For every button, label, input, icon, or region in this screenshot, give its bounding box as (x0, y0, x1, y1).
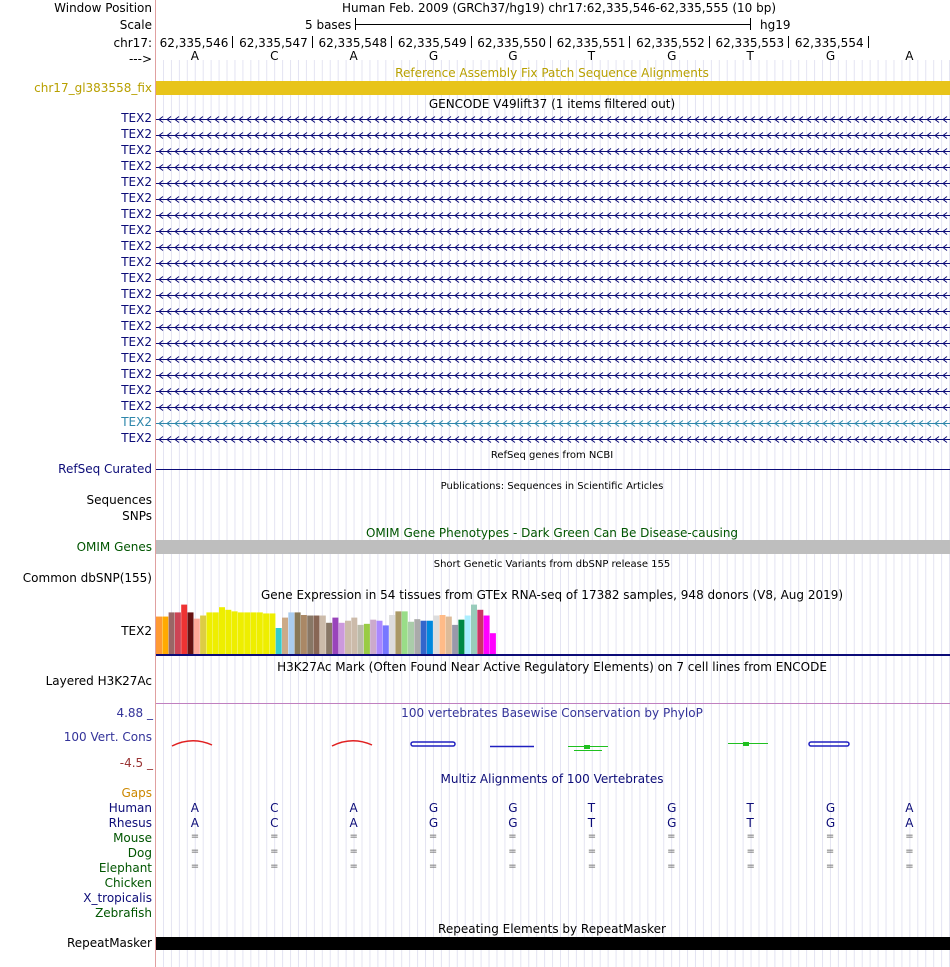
multiz-rhesus-base: C (270, 816, 279, 830)
gtex-tissue-bar[interactable] (471, 605, 477, 654)
multiz-rhesus-base: T (587, 816, 596, 830)
gtex-tissue-bar[interactable] (408, 622, 414, 654)
multiz-human-base: T (746, 801, 754, 815)
multiz-match-glyph: = (746, 831, 755, 842)
gtex-tissue-bar[interactable] (484, 616, 490, 654)
gtex-tissue-bar[interactable] (402, 611, 408, 654)
ruler-base: G (667, 49, 677, 63)
multiz-match-glyph: = (587, 831, 597, 842)
gencode-row-label[interactable]: TEX2 (121, 287, 152, 301)
repeatmasker-bar[interactable] (156, 937, 950, 950)
gtex-tissue-bar[interactable] (477, 610, 483, 654)
gencode-row-label[interactable]: TEX2 (121, 175, 152, 189)
refseq-title[interactable]: RefSeq genes from NCBI (490, 450, 614, 461)
gtex-title[interactable]: Gene Expression in 54 tissues from GTEx RNA-seq of 17382 samples, 948 donors (V8, Aug 2019) (260, 588, 844, 602)
ruler-base: T (587, 49, 596, 63)
gencode-transcript[interactable] (156, 293, 950, 299)
gtex-tissue-bar[interactable] (307, 616, 313, 654)
multiz-gaps-label: Gaps (121, 786, 152, 800)
gencode-row-label[interactable]: TEX2 (121, 111, 152, 125)
gtex-tissue-bar[interactable] (301, 615, 307, 654)
gencode-row-label[interactable]: TEX2 (121, 335, 152, 349)
fix-patch-bar[interactable] (156, 81, 950, 95)
gencode-transcript[interactable] (156, 197, 950, 203)
multiz-species-label[interactable]: Mouse (113, 831, 152, 845)
phylop-mark[interactable] (332, 741, 372, 746)
multiz-match-glyph: = (349, 831, 358, 842)
ruler-base: A (190, 49, 199, 63)
gtex-tissue-bar[interactable] (232, 611, 238, 654)
gtex-tissue-bar[interactable] (427, 621, 433, 654)
multiz-title[interactable]: Multiz Alignments of 100 Vertebrates (440, 772, 664, 786)
gencode-transcript[interactable] (156, 181, 950, 187)
gtex-tissue-bar[interactable] (314, 616, 320, 654)
phylop-max: 4.88 _ (116, 706, 153, 720)
gtex-tissue-bar[interactable] (295, 612, 301, 654)
gtex-tissue-bar[interactable] (206, 612, 212, 654)
gtex-tissue-bar[interactable] (446, 617, 452, 654)
gtex-tissue-bar[interactable] (421, 621, 427, 654)
ruler-position[interactable]: 62,335,546 (159, 36, 229, 50)
multiz-match-glyph: = (508, 861, 517, 872)
multiz-rhesus-base: G (428, 816, 439, 830)
fix-patch-title[interactable]: Reference Assembly Fix Patch Sequence Alignments (395, 66, 709, 80)
scale-db: hg19 (760, 18, 791, 32)
multiz-rhesus-base: G (825, 816, 836, 830)
gencode-row-label[interactable]: TEX2 (121, 159, 152, 173)
ruler-position[interactable]: 62,335,552 (636, 36, 705, 50)
dbsnp-label[interactable]: Common dbSNP(155) (22, 571, 152, 585)
ruler-tick (868, 36, 869, 48)
gtex-tissue-bar[interactable] (238, 612, 244, 654)
multiz-match-glyph: = (825, 846, 835, 857)
gencode-row-label[interactable]: TEX2 (121, 351, 152, 365)
multiz-human-base: A (190, 801, 199, 815)
multiz-rhesus-base: G (667, 816, 677, 830)
multiz-match-glyph: = (825, 861, 835, 872)
multiz-match-glyph: = (667, 846, 676, 857)
ruler-base: G (428, 49, 439, 63)
multiz-match-glyph: = (428, 831, 438, 842)
gencode-transcript[interactable] (156, 405, 950, 411)
multiz-human-base: G (825, 801, 836, 815)
multiz-species-label[interactable]: Human (108, 801, 152, 815)
multiz-rhesus-base: T (746, 816, 754, 830)
multiz-rhesus-base: A (190, 816, 199, 830)
h3k27ac-baseline (156, 703, 950, 704)
gencode-transcript[interactable] (156, 341, 950, 347)
gencode-row-label[interactable]: TEX2 (121, 367, 152, 381)
gtex-tissue-bar[interactable] (162, 617, 168, 654)
ruler-base: G (825, 49, 836, 63)
scale-bar-left-tick (355, 18, 356, 30)
gtex-tissue-bar[interactable] (440, 615, 446, 654)
gtex-tissue-bar[interactable] (282, 618, 288, 654)
multiz-match-glyph: = (587, 861, 597, 872)
gtex-tissue-bar[interactable] (465, 616, 471, 654)
multiz-human-base: G (667, 801, 677, 815)
gencode-title[interactable]: GENCODE V49lift37 (1 items filtered out) (428, 97, 676, 111)
ruler-position[interactable]: 62,335,554 (794, 36, 864, 50)
scale-bar (355, 24, 751, 25)
gencode-transcript[interactable] (156, 245, 950, 251)
ruler-position[interactable]: 62,335,547 (239, 36, 308, 50)
gtex-tissue-bar[interactable] (169, 612, 175, 654)
ruler-position[interactable]: 62,335,548 (318, 36, 388, 50)
gtex-tissue-bar[interactable] (263, 613, 269, 654)
multiz-match-glyph: = (270, 846, 279, 857)
gtex-tissue-bar[interactable] (452, 625, 458, 654)
ruler-position[interactable]: 62,335,551 (556, 36, 626, 50)
multiz-match-glyph: = (190, 861, 200, 872)
h3k27ac-label[interactable]: Layered H3K27Ac (45, 674, 152, 688)
gencode-transcript[interactable] (156, 357, 950, 363)
fix-patch-label[interactable]: chr17_gl383558_fix (34, 81, 152, 95)
gtex-label[interactable]: TEX2 (121, 624, 152, 638)
phylop-min: -4.5 _ (119, 756, 153, 770)
gencode-row-label[interactable]: TEX2 (121, 191, 152, 205)
multiz-species-label[interactable]: Elephant (98, 861, 152, 875)
multiz-match-glyph: = (508, 831, 517, 842)
multiz-rhesus-base: G (508, 816, 518, 830)
multiz-match-glyph: = (746, 861, 755, 872)
gtex-tissue-bar[interactable] (244, 612, 250, 654)
repeatmasker-title[interactable]: Repeating Elements by RepeatMasker (438, 922, 666, 936)
ruler-base: C (270, 49, 279, 63)
publications-sequences-label[interactable]: Sequences (86, 493, 152, 507)
gtex-tissue-bar[interactable] (251, 612, 257, 654)
multiz-human-base: G (508, 801, 518, 815)
gencode-transcript[interactable] (156, 165, 950, 171)
multiz-species-label[interactable]: Chicken (104, 876, 152, 890)
multiz-match-glyph: = (349, 861, 358, 872)
ruler-position[interactable]: 62,335,550 (477, 36, 546, 50)
gencode-row-label[interactable]: TEX2 (121, 271, 152, 285)
gencode-row-label[interactable]: TEX2 (121, 319, 152, 333)
gtex-tissue-bar[interactable] (389, 615, 395, 654)
scale-bar-right-tick (750, 18, 751, 30)
gtex-track[interactable] (156, 602, 950, 658)
multiz-human-base: C (270, 801, 279, 815)
multiz-match-glyph: = (270, 861, 279, 872)
multiz-species-label[interactable]: X_tropicalis (83, 891, 152, 905)
multiz-human-base: T (587, 801, 596, 815)
gtex-tissue-bar[interactable] (383, 625, 389, 654)
gtex-tissue-bar[interactable] (370, 620, 376, 654)
gencode-transcript[interactable] (156, 149, 950, 155)
gtex-tissue-bar[interactable] (395, 611, 401, 654)
phylop-mark[interactable] (809, 742, 849, 746)
multiz-species-label[interactable]: Zebrafish (95, 906, 152, 920)
dbsnp-title[interactable]: Short Genetic Variants from dbSNP release 155 (433, 559, 671, 570)
omim-label[interactable]: OMIM Genes (76, 540, 152, 554)
multiz-species-label[interactable]: Dog (127, 846, 152, 860)
ruler-position[interactable]: 62,335,549 (397, 36, 467, 50)
multiz-match-glyph: = (905, 846, 914, 857)
gtex-tissue-bar[interactable] (414, 619, 420, 654)
strand-arrow-label: ---> (128, 52, 152, 66)
gencode-transcript[interactable] (156, 373, 950, 379)
scale-value: 5 bases (305, 18, 352, 32)
multiz-match-glyph: = (905, 861, 914, 872)
ruler-base: A (349, 49, 358, 63)
multiz-human-base: G (428, 801, 439, 815)
multiz-match-glyph: = (428, 861, 438, 872)
omim-title[interactable]: OMIM Gene Phenotypes - Dark Green Can Be Disease-causing (365, 526, 739, 540)
publications-snps-label[interactable]: SNPs (122, 509, 152, 523)
gtex-tissue-bar[interactable] (269, 613, 275, 654)
gencode-transcript[interactable] (156, 117, 950, 123)
gencode-transcript[interactable] (156, 133, 950, 139)
gtex-tissue-bar[interactable] (377, 621, 383, 654)
omim-bar[interactable] (156, 540, 950, 554)
multiz-rhesus-base: A (349, 816, 358, 830)
phylop-track[interactable] (156, 722, 950, 762)
gencode-row-label[interactable]: TEX2 (121, 207, 152, 221)
gtex-tissue-bar[interactable] (257, 612, 263, 654)
multiz-match-glyph: = (508, 846, 517, 857)
phylop-title[interactable]: 100 vertebrates Basewise Conservation by PhyloP (401, 706, 703, 720)
gencode-row-label[interactable]: TEX2 (121, 255, 152, 269)
gtex-tissue-bar[interactable] (276, 628, 282, 654)
gencode-row-label[interactable]: TEX2 (121, 415, 152, 429)
ruler-base: G (508, 49, 518, 63)
gtex-tissue-bar[interactable] (320, 616, 326, 654)
gtex-tissue-bar[interactable] (225, 610, 231, 654)
gencode-transcript[interactable] (156, 277, 950, 283)
phylop-mark[interactable] (743, 742, 749, 746)
multiz-match-glyph: = (667, 831, 676, 842)
multiz-match-glyph: = (746, 846, 755, 857)
multiz-human-base: A (349, 801, 358, 815)
gtex-tissue-bar[interactable] (490, 633, 496, 654)
gencode-track[interactable] (156, 110, 950, 450)
gtex-tissue-bar[interactable] (364, 624, 370, 654)
multiz-match-glyph: = (270, 831, 279, 842)
gtex-tissue-bar[interactable] (194, 619, 200, 654)
gtex-tissue-bar[interactable] (200, 616, 206, 654)
window-position-value[interactable]: Human Feb. 2009 (GRCh37/hg19) chr17:62,335,546-62,335,555 (10 bp) (342, 1, 777, 15)
gtex-tissue-bar[interactable] (351, 618, 357, 654)
multiz-match-glyph: = (905, 831, 914, 842)
gtex-tissue-bar[interactable] (326, 623, 332, 654)
gencode-row-label[interactable]: TEX2 (121, 303, 152, 317)
gtex-tissue-bar[interactable] (288, 612, 294, 654)
multiz-match-glyph: = (587, 846, 597, 857)
gencode-transcript[interactable] (156, 229, 950, 235)
repeatmasker-label[interactable]: RepeatMasker (66, 936, 152, 950)
gencode-transcript[interactable] (156, 421, 950, 427)
phylop-mark[interactable] (172, 741, 212, 746)
gencode-row-label[interactable]: TEX2 (121, 399, 152, 413)
gtex-tissue-bar[interactable] (433, 616, 439, 654)
gtex-tissue-bar[interactable] (332, 618, 338, 654)
gencode-transcript[interactable] (156, 437, 950, 443)
gtex-tissue-bar[interactable] (345, 621, 351, 654)
phylop-mark[interactable] (584, 745, 590, 749)
phylop-mark[interactable] (411, 742, 455, 746)
gencode-row-label[interactable]: TEX2 (121, 383, 152, 397)
chrom-label: chr17: (113, 36, 152, 50)
gencode-row-label[interactable]: TEX2 (121, 143, 152, 157)
gtex-tissue-bar[interactable] (219, 607, 225, 654)
gencode-row-label[interactable]: TEX2 (121, 223, 152, 237)
multiz-match-glyph: = (428, 846, 438, 857)
multiz-match-glyph: = (825, 831, 835, 842)
gtex-tissue-bar[interactable] (358, 625, 364, 654)
refseq-label[interactable]: RefSeq Curated (58, 462, 152, 476)
gencode-transcript[interactable] (156, 261, 950, 267)
multiz-rhesus-base: A (905, 816, 914, 830)
scale-label: Scale (119, 18, 152, 32)
gtex-tissue-bar[interactable] (156, 617, 162, 654)
publications-title[interactable]: Publications: Sequences in Scientific Articles (440, 481, 664, 492)
gencode-transcript[interactable] (156, 389, 950, 395)
gencode-transcript[interactable] (156, 325, 950, 331)
window-position-label: Window Position (54, 1, 152, 15)
gtex-tissue-bar[interactable] (181, 605, 187, 654)
phylop-label[interactable]: 100 Vert. Cons (63, 730, 152, 744)
refseq-line[interactable] (156, 469, 950, 470)
gencode-transcript[interactable] (156, 309, 950, 315)
gtex-tissue-bar[interactable] (213, 612, 219, 654)
multiz-species-label[interactable]: Rhesus (108, 816, 152, 830)
multiz-match-glyph: = (190, 846, 200, 857)
gtex-tissue-bar[interactable] (339, 623, 345, 654)
multiz-match-glyph: = (667, 861, 676, 872)
gencode-row-label[interactable]: TEX2 (121, 127, 152, 141)
gtex-tissue-bar[interactable] (458, 620, 464, 654)
multiz-match-glyph: = (190, 831, 200, 842)
gencode-row-label[interactable]: TEX2 (121, 239, 152, 253)
multiz-human-base: A (905, 801, 914, 815)
gencode-row-label[interactable]: TEX2 (121, 431, 152, 445)
multiz-match-glyph: = (349, 846, 358, 857)
ruler-position[interactable]: 62,335,553 (715, 36, 785, 50)
gtex-tissue-bar[interactable] (175, 612, 181, 654)
gtex-tissue-bar[interactable] (188, 612, 194, 654)
ruler-base: T (746, 49, 754, 63)
ruler-base: A (905, 49, 914, 63)
h3k27ac-title[interactable]: H3K27Ac Mark (Often Found Near Active Regulatory Elements) on 7 cell lines from ENCODE (277, 660, 827, 674)
gencode-transcript[interactable] (156, 213, 950, 219)
